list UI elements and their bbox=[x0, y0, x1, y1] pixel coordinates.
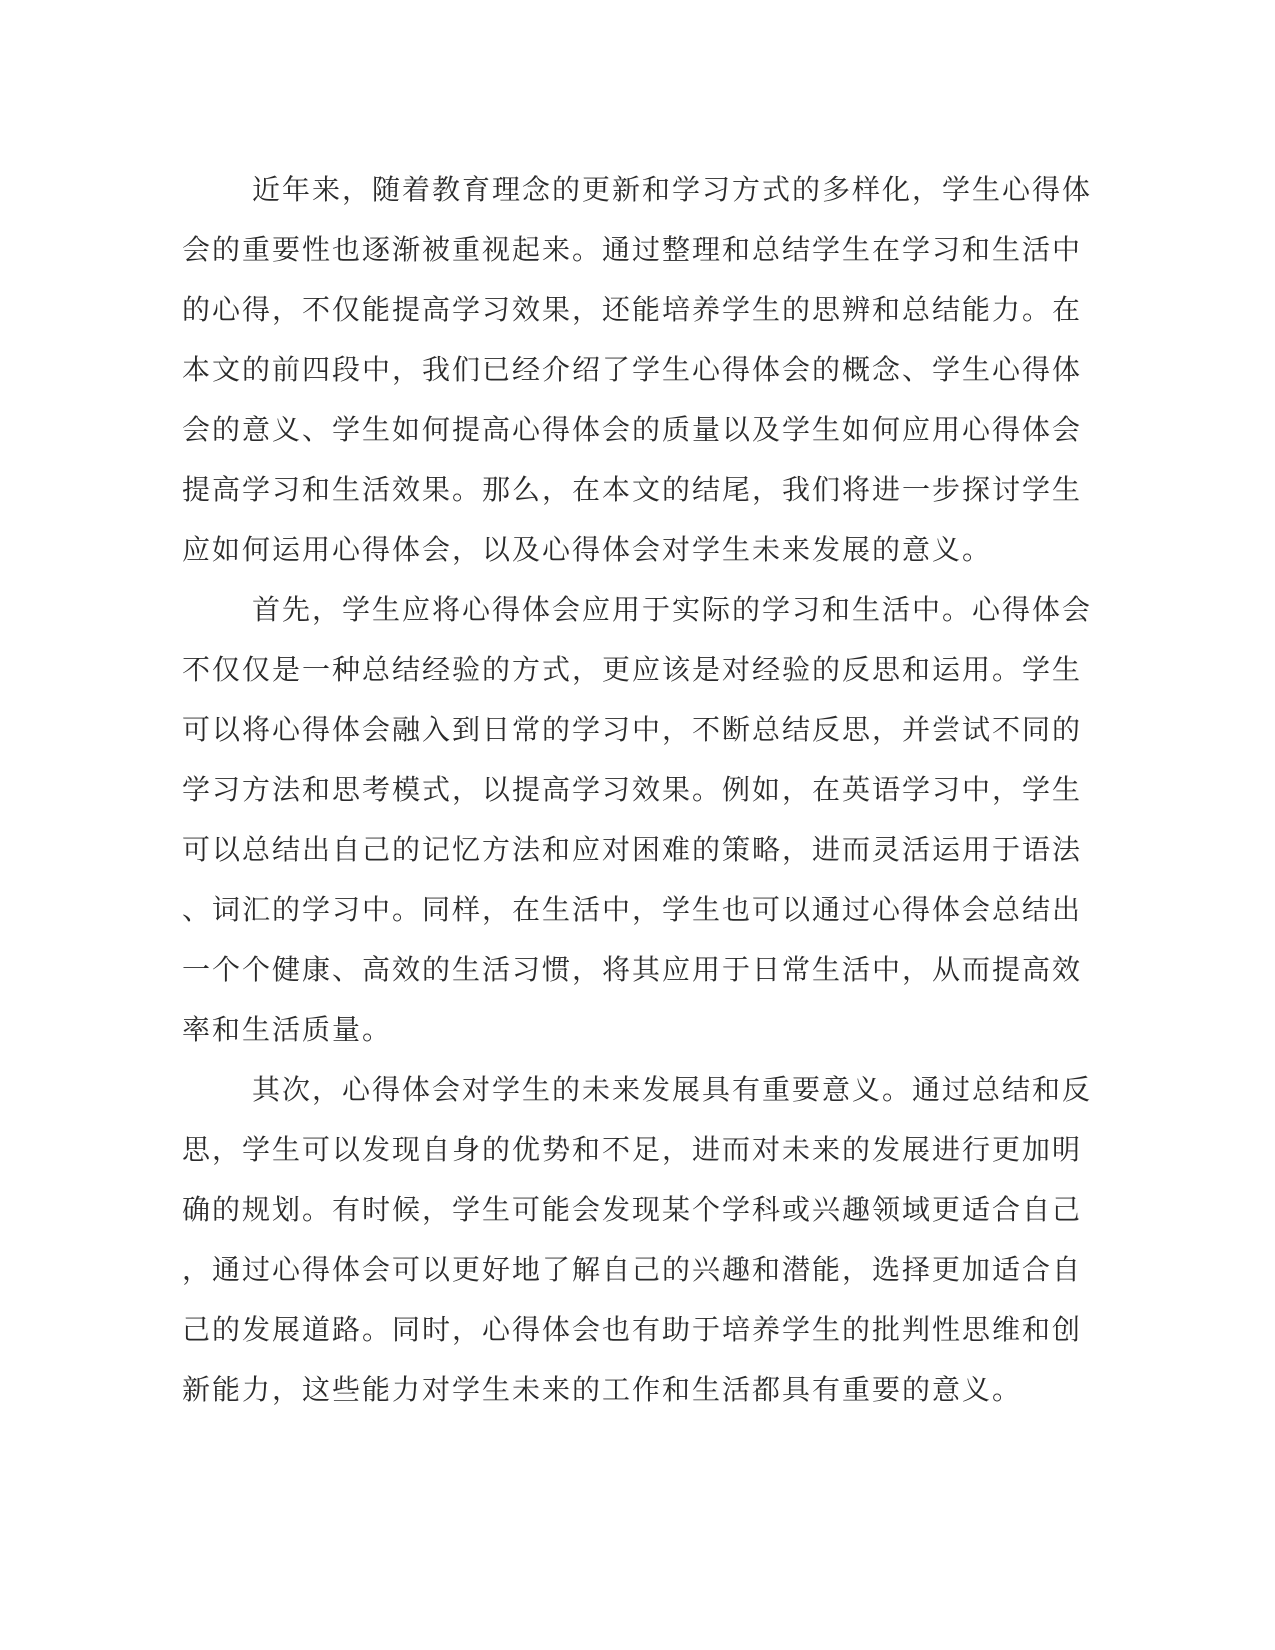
paragraph-line: 一个个健康、高效的生活习惯，将其应用于日常生活中，从而提高效 bbox=[182, 953, 1083, 986]
paragraph-1 bbox=[182, 160, 1093, 580]
paragraph-line: 的心得，不仅能提高学习效果，还能培养学生的思辨和总结能力。在 bbox=[182, 293, 1083, 326]
paragraph-line: 新能力，这些能力对学生未来的工作和生活都具有重要的意义。 bbox=[182, 1373, 1023, 1406]
paragraph-line: 会的重要性也逐渐被重视起来。通过整理和总结学生在学习和生活中 bbox=[182, 233, 1083, 266]
paragraph-line: 首先，学生应将心得体会应用于实际的学习和生活中。心得体会 bbox=[252, 593, 1093, 626]
paragraph-line: 近年来，随着教育理念的更新和学习方式的多样化，学生心得体 bbox=[252, 173, 1093, 206]
paragraph-line: 学习方法和思考模式，以提高学习效果。例如，在英语学习中，学生 bbox=[182, 773, 1083, 806]
paragraph-3 bbox=[182, 1060, 1093, 1420]
paragraph-line: 其次，心得体会对学生的未来发展具有重要意义。通过总结和反 bbox=[252, 1073, 1093, 1106]
paragraph-2 bbox=[182, 580, 1093, 1060]
paragraph-line: 确的规划。有时候，学生可能会发现某个学科或兴趣领域更适合自己 bbox=[182, 1193, 1083, 1226]
paragraph-line: 、词汇的学习中。同样，在生活中，学生也可以通过心得体会总结出 bbox=[182, 893, 1083, 926]
paragraph-line: 率和生活质量。 bbox=[182, 1013, 393, 1046]
paragraph-line: 可以将心得体会融入到日常的学习中，不断总结反思，并尝试不同的 bbox=[182, 713, 1083, 746]
paragraph-line: 会的意义、学生如何提高心得体会的质量以及学生如何应用心得体会 bbox=[182, 413, 1083, 446]
paragraph-line: ，通过心得体会可以更好地了解自己的兴趣和潜能，选择更加适合自 bbox=[182, 1253, 1083, 1286]
paragraph-line: 可以总结出自己的记忆方法和应对困难的策略，进而灵活运用于语法 bbox=[182, 833, 1083, 866]
paragraph-line: 提高学习和生活效果。那么，在本文的结尾，我们将进一步探讨学生 bbox=[182, 473, 1083, 506]
paragraph-line: 己的发展道路。同时，心得体会也有助于培养学生的批判性思维和创 bbox=[182, 1313, 1083, 1346]
paragraph-line: 思，学生可以发现自身的优势和不足，进而对未来的发展进行更加明 bbox=[182, 1133, 1083, 1166]
document-body bbox=[182, 160, 1093, 1420]
paragraph-line: 本文的前四段中，我们已经介绍了学生心得体会的概念、学生心得体 bbox=[182, 353, 1083, 386]
paragraph-line: 应如何运用心得体会，以及心得体会对学生未来发展的意义。 bbox=[182, 533, 993, 566]
paragraph-line: 不仅仅是一种总结经验的方式，更应该是对经验的反思和运用。学生 bbox=[182, 653, 1083, 686]
